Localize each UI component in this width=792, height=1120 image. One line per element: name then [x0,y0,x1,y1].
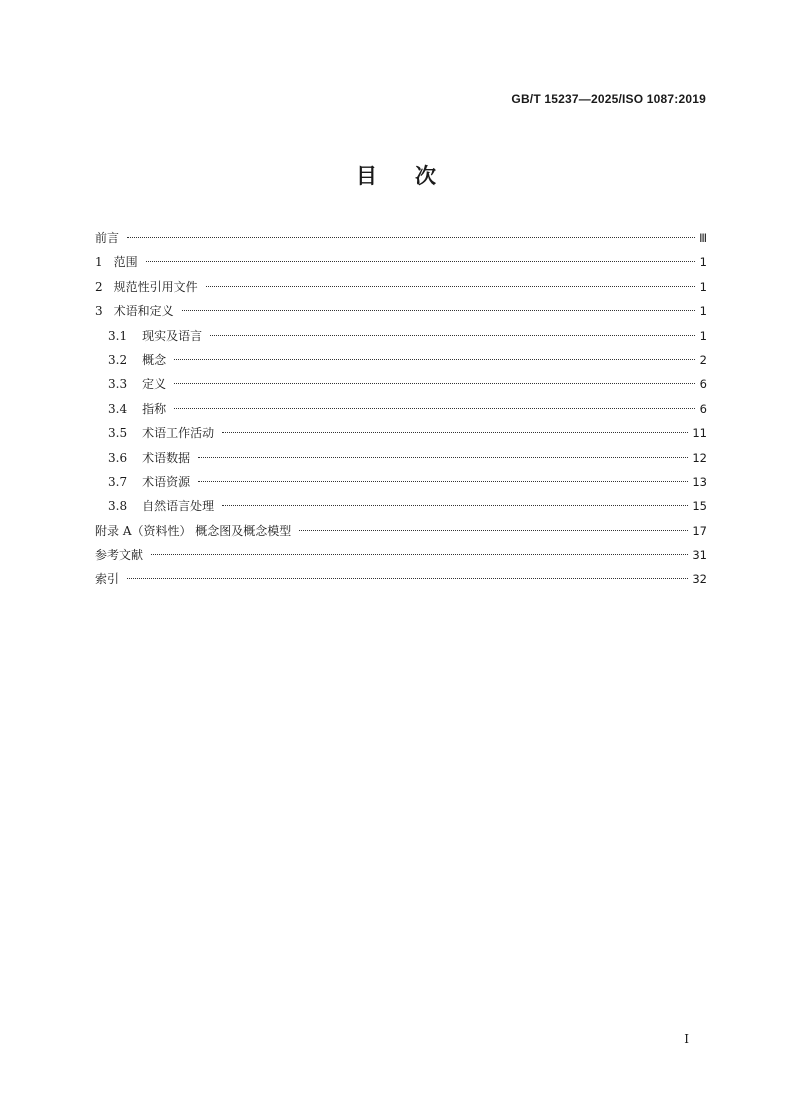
toc-entry-page: 6 [699,377,707,392]
toc-entry-number: 3 [95,304,103,319]
dot-leader [198,456,688,458]
toc-entry-3-6[interactable] [95,446,707,470]
toc-entry-number: 3.4 [108,401,128,416]
toc-entry-number: 3.5 [108,426,128,441]
toc-entry-page: 6 [699,401,707,416]
toc-entry-label: 现实及语言 [142,328,203,343]
toc-entry-label: 定义 [142,377,167,392]
toc-entry-page: 11 [692,426,707,441]
toc-entry-label: 范围 [113,255,138,270]
toc-entry-annex-a[interactable] [95,519,707,543]
toc-entry-page: 1 [699,328,707,343]
toc-entry-number: 3.6 [108,450,128,465]
dot-leader [182,309,695,311]
toc-entry-2[interactable] [95,275,707,299]
toc-entry-page: 12 [692,450,707,465]
table-of-contents [95,226,707,592]
dot-leader [127,236,695,238]
toc-entry-label: 术语和定义 [113,304,174,319]
toc-entry-3-4[interactable] [95,397,707,421]
toc-entry-label: 指称 [142,401,167,416]
toc-entry-page: 31 [692,548,707,563]
toc-entry-page: 2 [699,352,707,367]
page-number: I [684,1032,689,1046]
toc-entry-3-7[interactable] [95,470,707,494]
toc-entry-number: 3.3 [108,377,128,392]
toc-entry-label: 附录 A（资料性） 概念图及概念模型 [95,523,292,538]
toc-entry-page: 13 [692,474,707,489]
dot-leader [299,529,688,531]
dot-leader [151,553,688,555]
dot-leader [146,260,695,262]
toc-entry-page: 32 [692,572,707,587]
toc-entry-page: Ⅲ [699,231,707,245]
toc-entry-label: 概念 [142,352,167,367]
toc-entry-page: 1 [699,279,707,294]
toc-entry-label: 前言 [95,231,120,245]
dot-leader [222,431,688,433]
toc-entry-label: 参考文献 [95,548,144,563]
toc-entry-page: 15 [692,499,707,514]
toc-entry-number: 3.1 [108,328,128,343]
toc-entry-3-1[interactable] [95,324,707,348]
toc-entry-label: 术语数据 [142,450,191,465]
dot-leader [174,407,695,409]
toc-entry-label: 索引 [95,572,120,587]
toc-entry-number: 3.7 [108,474,128,489]
dot-leader [174,382,695,384]
toc-entry-number: 3.2 [108,352,128,367]
dot-leader [210,334,695,336]
dot-leader [206,285,695,287]
toc-entry-3[interactable] [95,299,707,323]
toc-entry-label: 规范性引用文件 [113,279,198,294]
toc-entry-3-2[interactable] [95,348,707,372]
dot-leader [174,358,695,360]
toc-entry-number: 3.8 [108,499,128,514]
document-code-header: GB/T 15237—2025/ISO 1087:2019 [511,92,706,106]
page-title: 目次 [356,164,474,188]
dot-leader [198,480,688,482]
toc-entry-number: 2 [95,279,103,294]
toc-entry-foreword[interactable] [95,226,707,250]
toc-entry-1[interactable] [95,250,707,274]
toc-entry-bibliography[interactable] [95,543,707,567]
toc-entry-3-3[interactable] [95,372,707,396]
toc-entry-label: 术语资源 [142,474,191,489]
dot-leader [127,577,688,579]
toc-entry-3-8[interactable] [95,494,707,518]
toc-entry-label: 术语工作活动 [142,426,215,441]
toc-entry-page: 1 [699,304,707,319]
toc-entry-label: 自然语言处理 [142,499,215,514]
toc-entry-index[interactable] [95,567,707,591]
toc-entry-page: 17 [692,523,707,538]
toc-entry-3-5[interactable] [95,421,707,445]
toc-entry-number: 1 [95,255,103,270]
toc-entry-page: 1 [699,255,707,270]
dot-leader [222,504,688,506]
